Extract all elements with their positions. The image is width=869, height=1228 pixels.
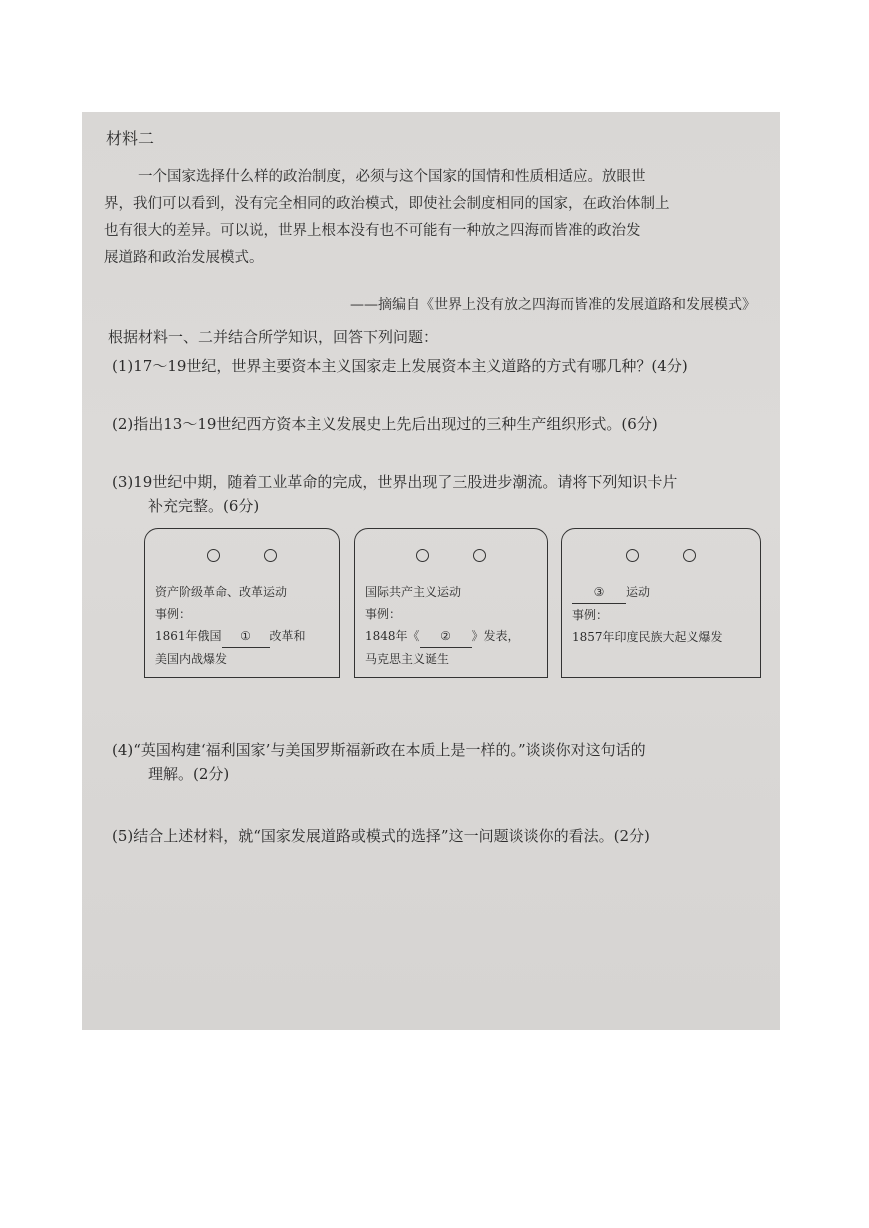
question-text-continued: 理解。(2分) — [148, 765, 230, 783]
paragraph-line: 也有很大的差异。可以说，世界上根本没有也不可能有一种放之四海而皆准的政治发 — [104, 223, 641, 239]
card-heading: 国际共产主义运动 — [365, 585, 462, 599]
question-1 — [112, 354, 688, 378]
card-example-label: 事例： — [155, 607, 192, 621]
card-text: 马克思主义诞生 — [365, 652, 450, 666]
question-2 — [112, 412, 658, 436]
card-hole-icon — [626, 549, 639, 562]
blank-2: ② — [420, 625, 472, 648]
card-heading: 运动 — [626, 585, 651, 599]
card-example-label: 事例： — [365, 607, 402, 621]
card-hole-icon — [416, 549, 429, 562]
card-text: 改革和 — [269, 629, 306, 643]
question-text: (5)结合上述材料，就“国家发展道路或模式的选择”这一问题谈谈你的看法。(2分) — [112, 827, 650, 845]
paragraph-line: 界，我们可以看到，没有完全相同的政治模式，即使社会制度相同的国家，在政治体制上 — [104, 196, 670, 212]
card-example-label: 事例： — [572, 608, 609, 622]
exam-page-photo — [82, 112, 780, 1030]
question-text: (1)17～19世纪，世界主要资本主义国家走上发展资本主义道路的方式有哪几种？(4分) — [112, 357, 688, 375]
knowledge-card-1 — [144, 528, 340, 678]
material-title: 材料二 — [106, 129, 155, 148]
question-text: (4)“英国构建‘福利国家’与美国罗斯福新政在本质上是一样的。”谈谈你对这句话的 — [112, 741, 646, 759]
card-heading: 资产阶级革命、改革运动 — [155, 585, 288, 599]
paragraph-line: 展道路和政治发展模式。 — [104, 250, 264, 266]
card-hole-icon — [473, 549, 486, 562]
card-hole-icon — [207, 549, 220, 562]
question-text: (2)指出13～19世纪西方资本主义发展史上先后出现过的三种生产组织形式。(6分) — [112, 415, 658, 433]
card-text: 美国内战爆发 — [155, 652, 228, 666]
material-source: ——摘编自《世界上没有放之四海而皆准的发展道路和发展模式》 — [350, 297, 756, 313]
knowledge-card-3 — [561, 528, 761, 678]
blank-1: ① — [222, 625, 270, 648]
card-text: 1857年印度民族大起义爆发 — [572, 630, 723, 644]
question-text: (3)19世纪中期，随着工业革命的完成，世界出现了三股进步潮流。请将下列知识卡片 — [112, 473, 678, 491]
blank-3: ③ — [572, 581, 626, 604]
knowledge-cards — [144, 528, 764, 680]
question-text-continued: 补充完整。(6分) — [148, 497, 260, 515]
card-hole-icon — [264, 549, 277, 562]
card-text: 1861年俄国 — [155, 629, 222, 643]
paragraph-line: 一个国家选择什么样的政治制度，必须与这个国家的国情和性质相适应。放眼世 — [138, 169, 646, 185]
instructions: 根据材料一、二并结合所学知识，回答下列问题： — [108, 328, 439, 346]
question-5 — [112, 824, 650, 848]
question-3 — [112, 470, 677, 518]
card-text: 1848年《 — [365, 629, 420, 643]
card-text: 》发表， — [471, 629, 520, 643]
material-paragraph — [104, 164, 759, 272]
question-4 — [112, 738, 646, 786]
knowledge-card-2 — [354, 528, 548, 678]
card-hole-icon — [683, 549, 696, 562]
